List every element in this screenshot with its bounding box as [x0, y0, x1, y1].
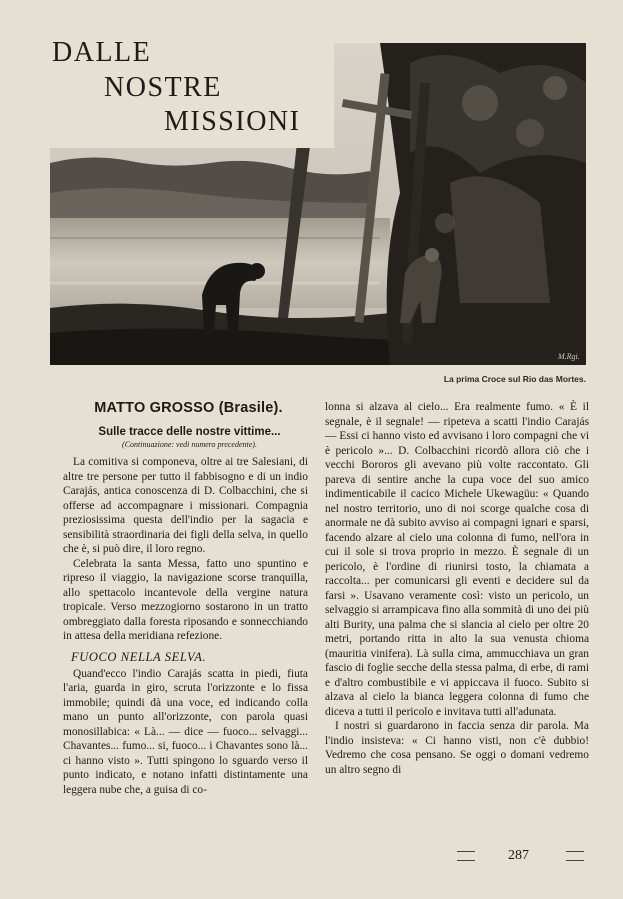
continuation-note: (Continuazione: vedi numero precedente). — [122, 440, 257, 449]
article-heading: MATTO GROSSO (Brasile). — [94, 400, 283, 416]
photo-caption: La prima Croce sul Rio das Mortes. — [443, 374, 586, 384]
title-line-2: NOSTRE — [104, 72, 222, 103]
paragraph: lonna si alzava al cielo... Era realmente fumo. « È il segnale, è il segnale! — ripeteva a scatti l'indio Carajás — Essi ci hanno visto ed avvisano i loro compagni che vi è pericolo »... D. Colbacchini ricordò allora ciò che i vecchi Bororos gli avevano più volte raccontato. Gli pareva di sentire anche la cupa voce del suo amico indimenticabile il cacico Michele Ukewagüu: « Quando nel nostro territorio, uno di noi scorge qualche cosa di anormale ne dà subito avviso ai compagni ignari e sparsi, facendo alzare al cielo una colonna di fumo, nell'ora in cui il sole si trova proprio in mezzo. È segnale di un pericolo, è l'ordine di riunirsi tosto, la chiamata a raccolta... per comunicarsi gli eventi e decidere sul da farsi ». Usavano veramente così: visto un pericolo, un selvaggio si arrampicava fino alla sommità di uno dei più alti Burity, una palma che si slancia al cielo per oltre 20 metri, portando ritta in alto la sua venusta chioma (mauritia vinifera). Là sulla cima, ammucchiava un gran fascio di foglie secche della stessa palma, di erbe, di rami e d'altro combustibile e vi appiccava il fuoco. Subito si alzava al cielo la bianca leggera colonna di fumo che diceva a tutti il pericolo e invitava tutti all'adunata. — [325, 401, 589, 718]
title-line-1: DALLE — [52, 37, 152, 68]
article-subheading: Sulle tracce delle nostre vittime... — [98, 426, 281, 438]
section-title — [44, 30, 334, 148]
section-heading: FUOCO NELLA SELVA. — [71, 649, 207, 664]
title-line-3: MISSIONI — [164, 106, 301, 137]
right-column — [325, 400, 589, 777]
paragraph: La comitiva si componeva, oltre ai tre Salesiani, di altre tre persone per tutto il fabbisogno e di un indio Carajás, antica conoscenza di D. Colbacchini, che si offerse ad accompagnare i missionari. Compagnia preziosissima questa dell'indio per la sagacia e sensibilità straordinaria dei figli della selva, in quello che è, si può dire, il loro regno. — [63, 456, 308, 555]
photo-signature: M.Rgi. — [558, 352, 580, 361]
paragraph: I nostri si guardarono in faccia senza dir parola. Ma l'indio insisteva: « Ci hanno visti, non c'è dubbio! Vedremo che cosa pensano. Se oggi o domani vedremo un altro segno di — [325, 720, 589, 776]
page-number: 287 — [508, 848, 529, 863]
folio-ornament-right — [566, 851, 584, 861]
paragraph: Quand'ecco l'indio Carajás scatta in piedi, fiuta l'aria, guarda in giro, scruta l'orizzonte e lo fissa immobile; quindi dà una voce, ed indicando colla mano un punto all'orizzonte, con parola quasi monosillabica: « Là... — dice — fuoco... selvaggi... Chavantes... fumo... si, fuoco... i Chavantes sono là... ci hanno visto ». Tutti spingono lo sguardo verso il punto indicato, e notano infatti distintamente una leggera nube che, a guisa di co- — [63, 667, 308, 796]
paragraph: Celebrata la santa Messa, fatto uno spuntino e ripreso il viaggio, la navigazione scorse tranquilla, allo spettacolo incantevole della vergine natura tropicale. Verso mezzogiorno sostarono in un tratto ombreggiato dalla foresta riposando e sonnecchiando in attesa della meridiana refezione. — [63, 557, 308, 642]
left-column — [63, 400, 308, 797]
folio-ornament-left — [457, 851, 475, 861]
